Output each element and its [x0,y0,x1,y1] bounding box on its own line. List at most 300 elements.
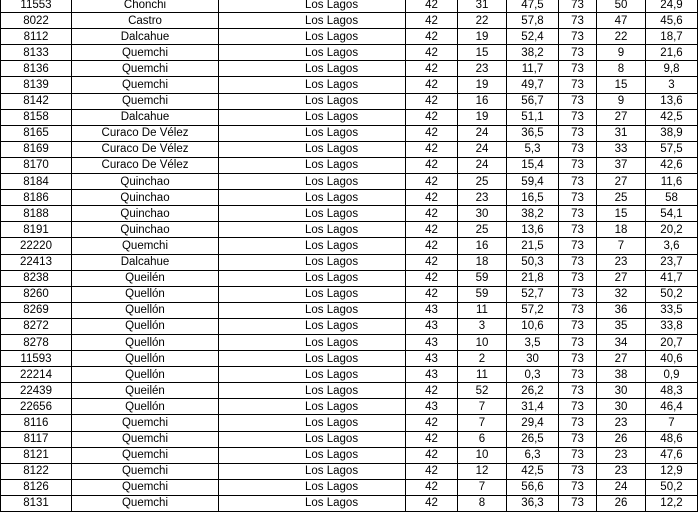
cell-comuna: Quellón [72,399,219,415]
table-row [1,141,698,157]
table-row [1,270,698,286]
cell-comuna: Quemchi [72,415,219,431]
table-body [1,0,698,512]
table-row [1,125,698,141]
cell-lon-deg: 73 [559,254,597,270]
table-row [1,206,698,222]
cell-region: Los Lagos [219,29,406,45]
cell-rbd: 22220 [1,238,72,254]
cell-lon-sec: 11,6 [646,174,698,190]
cell-lon-sec: 0,9 [646,367,698,383]
cell-region: Los Lagos [219,318,406,334]
cell-lon-min: 24 [597,479,646,495]
cell-rbd: 8184 [1,174,72,190]
cell-lon-sec: 9,8 [646,61,698,77]
cell-lat-sec: 47,5 [507,0,559,13]
cell-comuna: Castro [72,13,219,29]
cell-lon-sec: 48,3 [646,383,698,399]
cell-region: Los Lagos [219,383,406,399]
cell-lon-min: 23 [597,447,646,463]
cell-rbd: 8272 [1,318,72,334]
cell-lon-deg: 73 [559,109,597,125]
cell-rbd: 8238 [1,270,72,286]
cell-lon-sec: 45,6 [646,13,698,29]
cell-lat-sec: 16,5 [507,190,559,206]
cell-lon-sec: 40,6 [646,351,698,367]
cell-lat-deg: 42 [406,383,458,399]
table-row [1,29,698,45]
cell-lat-min: 23 [458,190,507,206]
cell-lat-min: 10 [458,334,507,350]
cell-lon-sec: 50,2 [646,479,698,495]
cell-lon-sec: 42,5 [646,109,698,125]
cell-lon-deg: 73 [559,93,597,109]
cell-lat-deg: 42 [406,415,458,431]
cell-lat-sec: 3,5 [507,334,559,350]
cell-lat-min: 3 [458,318,507,334]
cell-rbd: 8126 [1,479,72,495]
cell-lat-deg: 42 [406,13,458,29]
cell-lat-min: 52 [458,383,507,399]
cell-lat-min: 22 [458,13,507,29]
table-row [1,222,698,238]
cell-lon-min: 9 [597,93,646,109]
cell-lat-deg: 42 [406,29,458,45]
table-row [1,61,698,77]
cell-lat-sec: 30 [507,351,559,367]
cell-lon-min: 27 [597,174,646,190]
cell-lat-min: 25 [458,222,507,238]
cell-rbd: 8191 [1,222,72,238]
cell-lon-deg: 73 [559,351,597,367]
cell-lat-deg: 43 [406,351,458,367]
table-row [1,351,698,367]
cell-region: Los Lagos [219,351,406,367]
cell-lat-sec: 6,3 [507,447,559,463]
cell-lon-deg: 73 [559,61,597,77]
cell-lat-deg: 42 [406,431,458,447]
cell-lat-deg: 42 [406,174,458,190]
cell-lat-min: 11 [458,302,507,318]
cell-region: Los Lagos [219,222,406,238]
cell-lat-sec: 38,2 [507,206,559,222]
cell-lon-sec: 7 [646,415,698,431]
cell-lat-sec: 36,5 [507,125,559,141]
table-row [1,174,698,190]
cell-lon-deg: 73 [559,415,597,431]
cell-lon-sec: 33,8 [646,318,698,334]
cell-comuna: Queilén [72,270,219,286]
cell-lon-min: 25 [597,190,646,206]
cell-rbd: 8117 [1,431,72,447]
cell-lat-sec: 21,8 [507,270,559,286]
cell-comuna: Quinchao [72,174,219,190]
cell-region: Los Lagos [219,61,406,77]
cell-lat-min: 10 [458,447,507,463]
cell-comuna: Curaco De Vélez [72,125,219,141]
cell-comuna: Chonchi [72,0,219,13]
cell-comuna: Quemchi [72,463,219,479]
cell-lat-min: 59 [458,270,507,286]
cell-lon-min: 22 [597,29,646,45]
cell-lat-sec: 56,7 [507,93,559,109]
table-row [1,463,698,479]
cell-region: Los Lagos [219,13,406,29]
cell-comuna: Quellón [72,351,219,367]
cell-lon-deg: 73 [559,45,597,61]
cell-region: Los Lagos [219,495,406,511]
cell-lon-deg: 73 [559,190,597,206]
cell-lat-min: 19 [458,77,507,93]
cell-rbd: 22656 [1,399,72,415]
cell-region: Los Lagos [219,399,406,415]
cell-lon-min: 27 [597,109,646,125]
cell-rbd: 8165 [1,125,72,141]
cell-lat-deg: 42 [406,222,458,238]
cell-lon-deg: 73 [559,238,597,254]
cell-rbd: 8260 [1,286,72,302]
cell-lat-min: 24 [458,157,507,173]
cell-region: Los Lagos [219,463,406,479]
cell-lat-sec: 10,6 [507,318,559,334]
cell-lon-sec: 18,7 [646,29,698,45]
cell-lat-deg: 43 [406,367,458,383]
cell-lat-sec: 49,7 [507,77,559,93]
cell-lon-deg: 73 [559,206,597,222]
cell-lat-sec: 56,6 [507,479,559,495]
cell-rbd: 8188 [1,206,72,222]
cell-lat-min: 15 [458,45,507,61]
cell-comuna: Quinchao [72,222,219,238]
cell-lon-deg: 73 [559,286,597,302]
cell-lon-sec: 47,6 [646,447,698,463]
table-row [1,286,698,302]
cell-lon-sec: 48,6 [646,431,698,447]
cell-lat-min: 8 [458,495,507,511]
cell-lon-deg: 73 [559,479,597,495]
cell-lat-min: 7 [458,399,507,415]
cell-rbd: 8269 [1,302,72,318]
cell-lon-min: 50 [597,0,646,13]
cell-rbd: 8122 [1,463,72,479]
table-row [1,254,698,270]
cell-lat-sec: 36,3 [507,495,559,511]
cell-region: Los Lagos [219,447,406,463]
cell-lon-min: 47 [597,13,646,29]
cell-lon-deg: 73 [559,302,597,318]
cell-lon-sec: 13,6 [646,93,698,109]
cell-comuna: Quellón [72,286,219,302]
cell-lat-sec: 21,5 [507,238,559,254]
cell-lat-sec: 57,8 [507,13,559,29]
cell-lat-min: 19 [458,29,507,45]
cell-rbd: 8170 [1,157,72,173]
cell-lat-deg: 42 [406,206,458,222]
cell-comuna: Curaco De Vélez [72,157,219,173]
cell-lat-sec: 57,2 [507,302,559,318]
cell-lat-min: 7 [458,415,507,431]
table-row [1,13,698,29]
cell-comuna: Dalcahue [72,254,219,270]
cell-lat-sec: 13,6 [507,222,559,238]
cell-rbd: 22413 [1,254,72,270]
cell-lon-deg: 73 [559,431,597,447]
cell-lat-min: 25 [458,174,507,190]
cell-lon-sec: 58 [646,190,698,206]
cell-lat-min: 6 [458,431,507,447]
table-row [1,93,698,109]
cell-lat-deg: 42 [406,190,458,206]
cell-lon-deg: 73 [559,463,597,479]
cell-rbd: 11553 [1,0,72,13]
cell-region: Los Lagos [219,415,406,431]
cell-region: Los Lagos [219,45,406,61]
cell-lat-deg: 42 [406,141,458,157]
cell-lon-sec: 12,9 [646,463,698,479]
table-row [1,318,698,334]
table-row [1,479,698,495]
cell-region: Los Lagos [219,254,406,270]
table-row [1,415,698,431]
cell-lat-sec: 42,5 [507,463,559,479]
table-row [1,302,698,318]
table-row [1,109,698,125]
cell-lat-min: 16 [458,238,507,254]
cell-lat-sec: 50,3 [507,254,559,270]
cell-lon-sec: 20,7 [646,334,698,350]
cell-lon-deg: 73 [559,318,597,334]
cell-lon-sec: 20,2 [646,222,698,238]
cell-comuna: Dalcahue [72,109,219,125]
cell-lon-min: 27 [597,351,646,367]
cell-lon-sec: 42,6 [646,157,698,173]
table-row [1,190,698,206]
cell-lat-deg: 42 [406,238,458,254]
cell-rbd: 11593 [1,351,72,367]
cell-lat-sec: 0,3 [507,367,559,383]
cell-region: Los Lagos [219,125,406,141]
cell-lat-deg: 42 [406,254,458,270]
cell-lon-sec: 41,7 [646,270,698,286]
cell-lon-min: 35 [597,318,646,334]
cell-lat-deg: 43 [406,318,458,334]
cell-lat-deg: 43 [406,399,458,415]
cell-lat-sec: 52,7 [507,286,559,302]
cell-comuna: Curaco De Vélez [72,141,219,157]
cell-rbd: 8169 [1,141,72,157]
table-row [1,367,698,383]
cell-lat-deg: 42 [406,45,458,61]
cell-comuna: Quemchi [72,93,219,109]
cell-lat-deg: 43 [406,334,458,350]
cell-lat-min: 12 [458,463,507,479]
cell-lat-deg: 42 [406,495,458,511]
cell-region: Los Lagos [219,206,406,222]
cell-region: Los Lagos [219,157,406,173]
cell-lon-min: 30 [597,399,646,415]
cell-lon-min: 26 [597,431,646,447]
cell-region: Los Lagos [219,109,406,125]
table-row [1,431,698,447]
cell-lat-deg: 42 [406,479,458,495]
cell-lon-sec: 50,2 [646,286,698,302]
cell-lat-min: 2 [458,351,507,367]
cell-lon-sec: 23,7 [646,254,698,270]
cell-rbd: 22439 [1,383,72,399]
cell-lat-deg: 42 [406,286,458,302]
cell-comuna: Quellón [72,334,219,350]
cell-comuna: Dalcahue [72,29,219,45]
cell-lat-sec: 26,5 [507,431,559,447]
cell-comuna: Quinchao [72,190,219,206]
cell-lon-min: 18 [597,222,646,238]
cell-comuna: Quemchi [72,479,219,495]
cell-lon-deg: 73 [559,13,597,29]
cell-comuna: Quemchi [72,495,219,511]
table-row [1,447,698,463]
cell-lat-deg: 42 [406,93,458,109]
table-row [1,383,698,399]
cell-lon-min: 38 [597,367,646,383]
cell-lat-min: 24 [458,141,507,157]
cell-lon-min: 32 [597,286,646,302]
cell-lat-sec: 15,4 [507,157,559,173]
cell-comuna: Quemchi [72,45,219,61]
cell-comuna: Quellón [72,318,219,334]
cell-lat-min: 23 [458,61,507,77]
cell-lon-min: 27 [597,270,646,286]
cell-lon-sec: 33,5 [646,302,698,318]
cell-region: Los Lagos [219,286,406,302]
cell-lat-sec: 29,4 [507,415,559,431]
cell-lat-sec: 5,3 [507,141,559,157]
cell-lat-deg: 42 [406,109,458,125]
cell-lat-deg: 42 [406,125,458,141]
cell-region: Los Lagos [219,479,406,495]
cell-rbd: 8186 [1,190,72,206]
cell-lat-deg: 42 [406,157,458,173]
cell-lon-deg: 73 [559,29,597,45]
cell-region: Los Lagos [219,174,406,190]
cell-lon-min: 23 [597,463,646,479]
cell-comuna: Quemchi [72,431,219,447]
table-row [1,399,698,415]
cell-rbd: 8133 [1,45,72,61]
cell-lon-sec: 54,1 [646,206,698,222]
cell-lon-sec: 24,9 [646,0,698,13]
cell-lat-deg: 42 [406,270,458,286]
cell-lat-min: 16 [458,93,507,109]
cell-lon-min: 31 [597,125,646,141]
cell-comuna: Quemchi [72,238,219,254]
cell-lon-deg: 73 [559,0,597,13]
cell-lat-min: 18 [458,254,507,270]
cell-lon-deg: 73 [559,367,597,383]
cell-region: Los Lagos [219,431,406,447]
cell-lon-deg: 73 [559,157,597,173]
cell-region: Los Lagos [219,190,406,206]
cell-region: Los Lagos [219,77,406,93]
cell-comuna: Quemchi [72,61,219,77]
cell-lon-deg: 73 [559,399,597,415]
cell-region: Los Lagos [219,334,406,350]
cell-rbd: 8131 [1,495,72,511]
cell-lon-sec: 57,5 [646,141,698,157]
cell-lon-deg: 73 [559,447,597,463]
cell-lon-deg: 73 [559,383,597,399]
cell-rbd: 8158 [1,109,72,125]
table-row [1,238,698,254]
table-row [1,45,698,61]
cell-rbd: 8022 [1,13,72,29]
cell-region: Los Lagos [219,238,406,254]
cell-lon-deg: 73 [559,270,597,286]
cell-lon-deg: 73 [559,174,597,190]
cell-region: Los Lagos [219,0,406,13]
cell-lon-sec: 46,4 [646,399,698,415]
cell-lat-min: 59 [458,286,507,302]
cell-lon-min: 26 [597,495,646,511]
cell-lat-deg: 43 [406,302,458,318]
cell-lat-min: 11 [458,367,507,383]
cell-rbd: 8112 [1,29,72,45]
table-row [1,157,698,173]
cell-rbd: 8116 [1,415,72,431]
cell-lat-deg: 42 [406,447,458,463]
cell-region: Los Lagos [219,302,406,318]
cell-lon-sec: 38,9 [646,125,698,141]
cell-region: Los Lagos [219,270,406,286]
cell-lon-min: 34 [597,334,646,350]
cell-rbd: 8142 [1,93,72,109]
cell-lat-min: 7 [458,479,507,495]
cell-region: Los Lagos [219,367,406,383]
cell-lon-sec: 3 [646,77,698,93]
cell-lat-sec: 59,4 [507,174,559,190]
cell-lat-deg: 42 [406,61,458,77]
cell-comuna: Quinchao [72,206,219,222]
cell-lat-sec: 38,2 [507,45,559,61]
cell-lon-deg: 73 [559,77,597,93]
cell-lat-sec: 11,7 [507,61,559,77]
cell-lat-deg: 42 [406,463,458,479]
table-row [1,77,698,93]
cell-lon-min: 15 [597,77,646,93]
cell-comuna: Quellón [72,367,219,383]
cell-lon-deg: 73 [559,125,597,141]
cell-rbd: 8136 [1,61,72,77]
table-row [1,495,698,511]
cell-comuna: Queilén [72,383,219,399]
table-row [1,0,698,13]
cell-lat-sec: 51,1 [507,109,559,125]
cell-region: Los Lagos [219,141,406,157]
cell-lat-sec: 26,2 [507,383,559,399]
cell-comuna: Quellón [72,302,219,318]
cell-rbd: 8278 [1,334,72,350]
cell-comuna: Quemchi [72,447,219,463]
cell-rbd: 8139 [1,77,72,93]
cell-lat-sec: 52,4 [507,29,559,45]
cell-lon-min: 30 [597,383,646,399]
cell-comuna: Quemchi [72,77,219,93]
cell-lon-min: 33 [597,141,646,157]
cell-lat-deg: 42 [406,0,458,13]
cell-lat-min: 30 [458,206,507,222]
cell-lon-min: 37 [597,157,646,173]
cell-lon-min: 7 [597,238,646,254]
cell-lat-min: 24 [458,125,507,141]
